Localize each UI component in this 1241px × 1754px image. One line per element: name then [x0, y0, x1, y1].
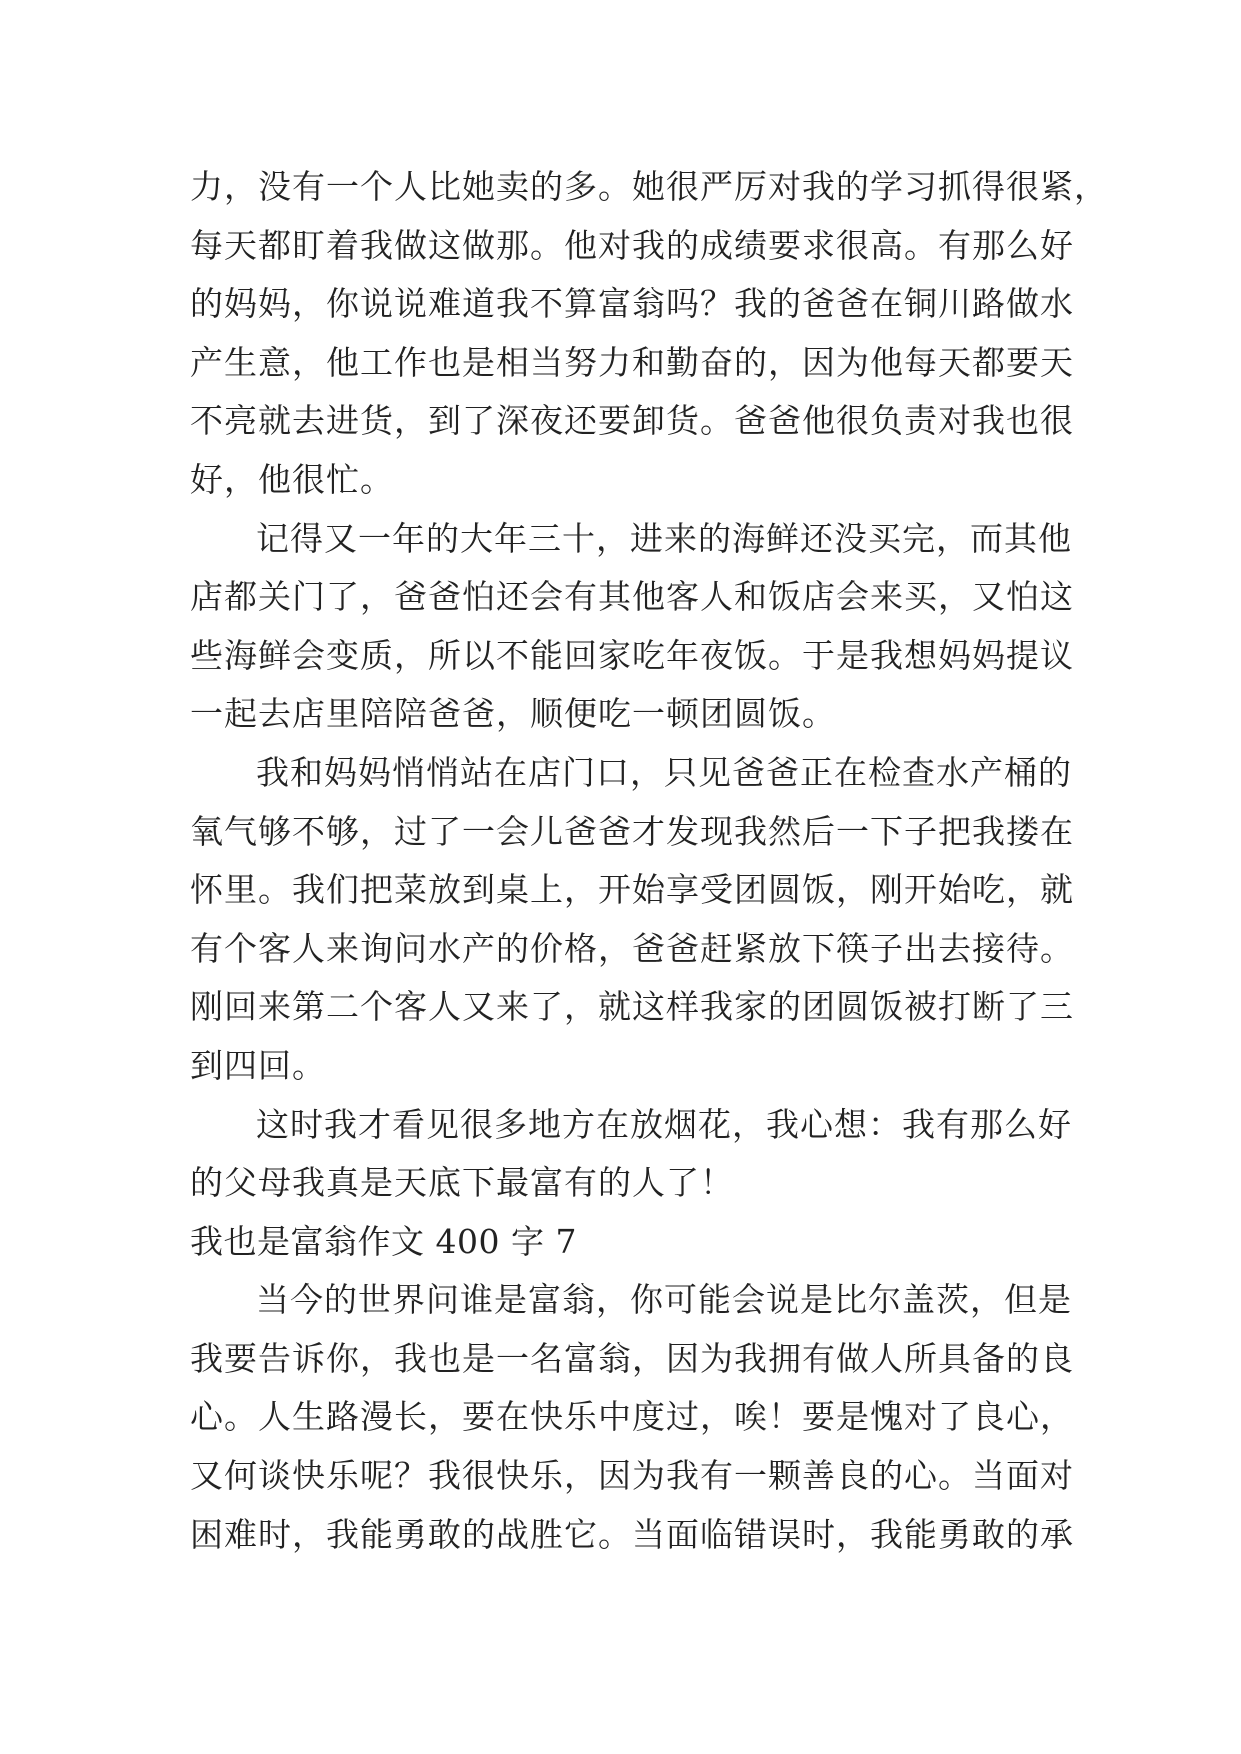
text-line: 一起去店里陪陪爸爸，顺便吃一顿团圆饭。 — [190, 694, 836, 734]
text-line: 些海鲜会变质，所以不能回家吃年夜饭。于是我想妈妈提议 — [190, 635, 1074, 675]
text-line: 这时我才看见很多地方在放烟花，我心想：我有那么好 — [256, 1104, 1072, 1144]
paragraph-fireworks — [190, 1096, 1072, 1213]
paragraph-at-store — [190, 744, 1074, 1096]
paragraph-continuation — [190, 158, 1108, 510]
text-line: 店都关门了，爸爸怕还会有其他客人和饭店会来买，又怕这 — [190, 577, 1074, 617]
text-line: 好，他很忙。 — [190, 459, 394, 499]
text-line: 不亮就去进货，到了深夜还要卸货。爸爸他很负责对我也很 — [190, 401, 1074, 441]
text-line: 当今的世界问谁是富翁，你可能会说是比尔盖茨，但是 — [256, 1280, 1072, 1320]
text-line: 力，没有一个人比她卖的多。她很严厉对我的学习抓得很紧， — [190, 167, 1108, 206]
text-line: 每天都盯着我做这做那。他对我的成绩要求很高。有那么好 — [190, 225, 1074, 265]
text-line: 产生意，他工作也是相当努力和勤奋的，因为他每天都要天 — [190, 342, 1074, 382]
text-line: 有个客人来询问水产的价格，爸爸赶紧放下筷子出去接待。 — [190, 928, 1074, 968]
text-line: 氧气够不够，过了一会儿爸爸才发现我然后一下子把我搂在 — [190, 811, 1074, 851]
essay-heading: 我也是富翁作文 400 字 7 — [190, 1221, 577, 1261]
paragraph-conscience — [190, 1271, 1074, 1564]
text-line: 的父母我真是天底下最富有的人了！ — [190, 1163, 734, 1203]
paragraph-new-year-eve — [190, 510, 1074, 744]
text-line: 到四回。 — [190, 1045, 326, 1085]
text-line: 记得又一年的大年三十，进来的海鲜还没买完，而其他 — [256, 518, 1072, 558]
text-line: 我要告诉你，我也是一名富翁，因为我拥有做人所具备的良 — [190, 1338, 1074, 1378]
text-line: 困难时，我能勇敢的战胜它。当面临错误时，我能勇敢的承 — [190, 1514, 1074, 1554]
text-line: 怀里。我们把菜放到桌上，开始享受团圆饭，刚开始吃，就 — [190, 870, 1074, 910]
text-line: 我和妈妈悄悄站在店门口，只见爸爸正在检查水产桶的 — [256, 752, 1072, 792]
text-line: 刚回来第二个客人又来了，就这样我家的团圆饭被打断了三 — [190, 987, 1074, 1027]
document-body — [190, 158, 1108, 1564]
text-line: 又何谈快乐呢？我很快乐，因为我有一颗善良的心。当面对 — [190, 1456, 1074, 1496]
text-line: 的妈妈，你说说难道我不算富翁吗？我的爸爸在铜川路做水 — [190, 284, 1074, 324]
text-line: 心。人生路漫长，要在快乐中度过，唉！要是愧对了良心， — [190, 1397, 1074, 1437]
